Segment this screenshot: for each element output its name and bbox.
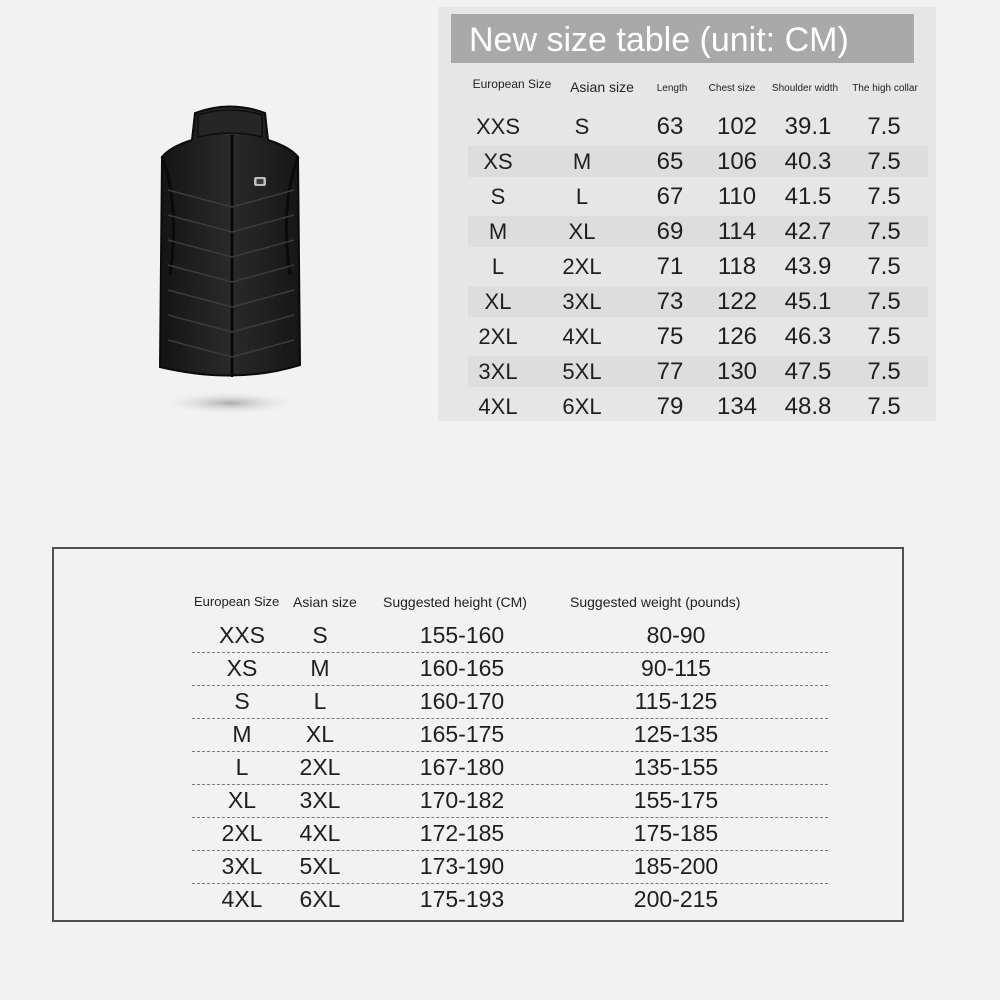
asian-size-cell: L xyxy=(313,688,327,714)
length-cell: 63 xyxy=(656,113,684,140)
header-suggested-height: Suggested height (CM) xyxy=(383,594,527,610)
european-size-cell: 4XL xyxy=(478,394,518,419)
european-size-cell: L xyxy=(491,254,505,279)
european-size-cell: XL xyxy=(484,289,512,314)
asian-size-cell: 4XL xyxy=(299,820,341,846)
asian-size-cell: S xyxy=(574,114,590,139)
high-collar-cell: 7.5 xyxy=(867,253,901,280)
european-size-cell: M xyxy=(488,219,508,244)
shoulder-width-cell: 45.1 xyxy=(784,288,832,315)
asian-size-cell: 5XL xyxy=(299,853,341,879)
european-size-cell: XS xyxy=(483,149,513,174)
height-weight-table-row xyxy=(192,817,828,851)
chest-size-cell: 102 xyxy=(716,113,758,140)
shoulder-width-cell: 46.3 xyxy=(784,323,832,350)
chest-size-cell: 130 xyxy=(716,358,758,385)
asian-size-cell: 3XL xyxy=(562,289,602,314)
chest-size-cell: 114 xyxy=(717,218,757,245)
high-collar-cell: 7.5 xyxy=(867,113,901,140)
suggested-height-cell: 167-180 xyxy=(419,754,505,780)
asian-size-cell: S xyxy=(312,622,328,648)
european-size-cell: XXS xyxy=(218,622,266,648)
height-weight-table-row xyxy=(192,850,828,884)
size-table-row xyxy=(468,216,928,247)
suggested-height-cell: 160-165 xyxy=(419,655,505,681)
chest-size-cell: 122 xyxy=(716,288,758,315)
size-table-row xyxy=(468,356,928,387)
suggested-weight-cell: 115-125 xyxy=(634,688,718,714)
high-collar-cell: 7.5 xyxy=(867,183,901,210)
suggested-weight-cell: 185-200 xyxy=(633,853,719,879)
european-size-cell: 3XL xyxy=(221,853,263,879)
suggested-weight-cell: 125-135 xyxy=(633,721,719,747)
size-table-row xyxy=(468,321,928,352)
header-length: Length xyxy=(656,83,688,94)
shoulder-width-cell: 42.7 xyxy=(784,218,832,245)
asian-size-cell: L xyxy=(575,184,589,209)
height-weight-table-row xyxy=(192,718,828,752)
vest-shadow xyxy=(158,391,302,415)
header-european-size: European Size xyxy=(472,77,552,91)
size-table-row xyxy=(468,391,928,422)
header-shoulder-width: Shoulder width xyxy=(771,83,839,94)
asian-size-cell: 2XL xyxy=(299,754,341,780)
vest-collar xyxy=(198,110,262,137)
length-cell: 73 xyxy=(656,288,684,315)
european-size-cell: XS xyxy=(226,655,258,681)
length-cell: 77 xyxy=(656,358,684,385)
asian-size-cell: 3XL xyxy=(299,787,341,813)
european-size-cell: L xyxy=(235,754,249,780)
asian-size-cell: 6XL xyxy=(299,886,341,912)
shoulder-width-cell: 43.9 xyxy=(784,253,832,280)
vest-body xyxy=(160,107,300,376)
high-collar-cell: 7.5 xyxy=(867,393,901,420)
european-size-cell: 2XL xyxy=(478,324,518,349)
length-cell: 71 xyxy=(656,253,684,280)
asian-size-cell: M xyxy=(572,149,592,174)
height-weight-table-row xyxy=(192,751,828,785)
length-cell: 67 xyxy=(656,183,684,210)
chest-size-cell: 126 xyxy=(716,323,758,350)
suggested-weight-cell: 175-185 xyxy=(633,820,719,846)
suggested-weight-cell: 200-215 xyxy=(633,886,719,912)
suggested-height-cell: 172-185 xyxy=(419,820,505,846)
height-weight-table-row xyxy=(192,883,828,916)
chest-size-cell: 106 xyxy=(716,148,758,175)
height-weight-table-row xyxy=(192,685,828,719)
header-asian-size: Asian size xyxy=(293,594,357,610)
high-collar-cell: 7.5 xyxy=(867,218,901,245)
european-size-cell: 3XL xyxy=(478,359,518,384)
suggested-height-cell: 165-175 xyxy=(419,721,505,747)
suggested-weight-cell: 155-175 xyxy=(633,787,719,813)
size-table-row xyxy=(468,146,928,177)
size-table-title-bar xyxy=(451,14,914,63)
length-cell: 65 xyxy=(656,148,684,175)
asian-size-cell: 6XL xyxy=(562,394,602,419)
vest-illustration xyxy=(140,95,320,425)
asian-size-cell: M xyxy=(310,655,330,681)
high-collar-cell: 7.5 xyxy=(867,323,901,350)
european-size-cell: 2XL xyxy=(221,820,263,846)
european-size-cell: S xyxy=(234,688,250,714)
header-chest-size: Chest size xyxy=(708,83,756,94)
shoulder-width-cell: 40.3 xyxy=(784,148,832,175)
suggested-weight-cell: 80-90 xyxy=(646,622,706,648)
european-size-cell: XXS xyxy=(475,114,521,139)
shoulder-width-cell: 39.1 xyxy=(784,113,832,140)
height-weight-table-row xyxy=(192,619,828,653)
suggested-weight-cell: 135-155 xyxy=(633,754,719,780)
european-size-cell: XL xyxy=(227,787,257,813)
suggested-height-cell: 175-193 xyxy=(419,886,505,912)
heated-vest-image xyxy=(140,95,320,425)
suggested-height-cell: 170-182 xyxy=(419,787,505,813)
size-table-row xyxy=(468,286,928,317)
high-collar-cell: 7.5 xyxy=(867,358,901,385)
suggested-height-cell: 173-190 xyxy=(419,853,505,879)
header-asian-size: Asian size xyxy=(570,79,634,95)
header-suggested-weight: Suggested weight (pounds) xyxy=(570,594,741,610)
high-collar-cell: 7.5 xyxy=(867,288,901,315)
size-table-panel xyxy=(438,7,936,421)
size-table-row xyxy=(468,111,928,142)
asian-size-cell: XL xyxy=(568,219,596,244)
header-high-collar: The high collar xyxy=(852,83,918,94)
european-size-cell: 4XL xyxy=(221,886,263,912)
length-cell: 79 xyxy=(656,393,684,420)
asian-size-cell: XL xyxy=(305,721,335,747)
suggested-height-cell: 160-170 xyxy=(419,688,505,714)
asian-size-cell: 5XL xyxy=(562,359,602,384)
height-weight-table-box xyxy=(52,547,904,922)
asian-size-cell: 4XL xyxy=(562,324,602,349)
shoulder-width-cell: 41.5 xyxy=(784,183,832,210)
size-table-title: New size table (unit: CM) xyxy=(469,21,849,59)
length-cell: 75 xyxy=(656,323,684,350)
size-table-row xyxy=(468,181,928,212)
shoulder-width-cell: 48.8 xyxy=(784,393,832,420)
size-table-row xyxy=(468,251,928,282)
asian-size-cell: 2XL xyxy=(562,254,602,279)
chest-size-cell: 110 xyxy=(717,183,757,210)
high-collar-cell: 7.5 xyxy=(867,148,901,175)
chest-size-cell: 118 xyxy=(717,253,757,280)
european-size-cell: M xyxy=(232,721,252,747)
header-european-size: European Size xyxy=(194,594,280,609)
suggested-weight-cell: 90-115 xyxy=(641,655,711,681)
height-weight-table-row xyxy=(192,784,828,818)
european-size-cell: S xyxy=(490,184,506,209)
length-cell: 69 xyxy=(656,218,684,245)
chest-size-cell: 134 xyxy=(716,393,758,420)
shoulder-width-cell: 47.5 xyxy=(784,358,832,385)
suggested-height-cell: 155-160 xyxy=(419,622,505,648)
height-weight-table-row xyxy=(192,652,828,686)
